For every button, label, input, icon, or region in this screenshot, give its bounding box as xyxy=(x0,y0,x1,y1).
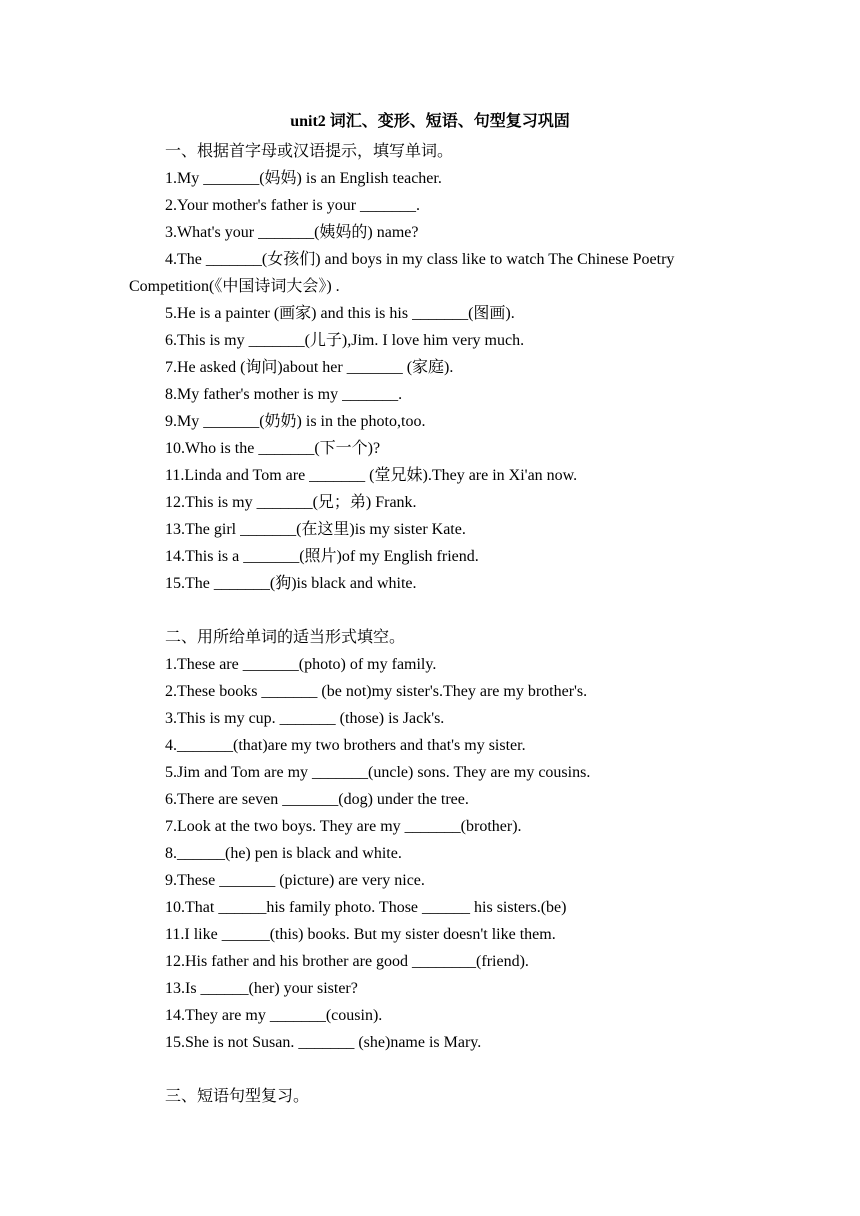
s1-item: 12.This is my _______(兄；弟) Frank. xyxy=(165,494,417,511)
s2-item: 14.They are my _______(cousin). xyxy=(165,1007,383,1024)
s2-item: 2.These books _______ (be not)my sister's.They are my brother's. xyxy=(165,683,588,700)
s2-item: 9.These _______ (picture) are very nice. xyxy=(165,872,425,889)
s2-item: 7.Look at the two boys. They are my _______(brother). xyxy=(165,818,522,835)
s1-item: 10.Who is the _______(下一个)? xyxy=(165,440,381,457)
s1-item: 9.My _______(奶奶) is in the photo,too. xyxy=(165,413,426,430)
s1-item: 5.He is a painter (画家) and this is his _______(图画). xyxy=(165,305,515,322)
s1-item: 15.The _______(狗)is black and white. xyxy=(165,575,417,592)
s1-item: 1.My _______(妈妈) is an English teacher. xyxy=(165,170,442,187)
s1-item: 13.The girl _______(在这里)is my sister Kate. xyxy=(165,521,466,538)
s2-item: 10.That ______his family photo. Those ______ his sisters.(be) xyxy=(165,899,567,916)
s1-item: 7.He asked (询问)about her _______ (家庭). xyxy=(165,359,454,376)
s2-item: 11.I like ______(this) books. But my sister doesn't like them. xyxy=(165,926,556,943)
s2-item: 15.She is not Susan. _______ (she)name is Mary. xyxy=(165,1034,482,1051)
s1-item: 4.The _______(女孩们) and boys in my class like to watch The Chinese Poetry xyxy=(165,251,675,268)
s2-item: 8.______(he) pen is black and white. xyxy=(165,845,402,862)
s2-item: 4._______(that)are my two brothers and that's my sister. xyxy=(165,737,526,754)
s2-item: 3.This is my cup. _______ (those) is Jack's. xyxy=(165,710,445,727)
s1-item-continuation: Competition(《中国诗词大会》) . xyxy=(129,278,340,295)
s1-item: 3.What's your _______(姨妈的) name? xyxy=(165,224,419,241)
page-title: unit2 词汇、变形、短语、句型复习巩固 xyxy=(290,113,570,130)
s1-item: 11.Linda and Tom are _______ (堂兄妹).They are in Xi'an now. xyxy=(165,467,578,484)
section-3-heading: 三、短语句型复习。 xyxy=(165,1088,310,1105)
s1-item: 14.This is a _______(照片)of my English friend. xyxy=(165,548,479,565)
s1-item: 2.Your mother's father is your _______. xyxy=(165,197,421,214)
s2-item: 1.These are _______(photo) of my family. xyxy=(165,656,437,673)
s2-item: 12.His father and his brother are good ________(friend). xyxy=(165,953,529,970)
s1-item: 8.My father's mother is my _______. xyxy=(165,386,403,403)
s2-item: 13.Is ______(her) your sister? xyxy=(165,980,358,997)
section-2-heading: 二、用所给单词的适当形式填空。 xyxy=(165,629,406,646)
section-1-heading: 一、根据首字母或汉语提示，填写单词。 xyxy=(165,143,454,160)
s1-item: 6.This is my _______(儿子),Jim. I love him very much. xyxy=(165,332,525,349)
s2-item: 6.There are seven _______(dog) under the tree. xyxy=(165,791,469,808)
s2-item: 5.Jim and Tom are my _______(uncle) sons. They are my cousins. xyxy=(165,764,591,781)
